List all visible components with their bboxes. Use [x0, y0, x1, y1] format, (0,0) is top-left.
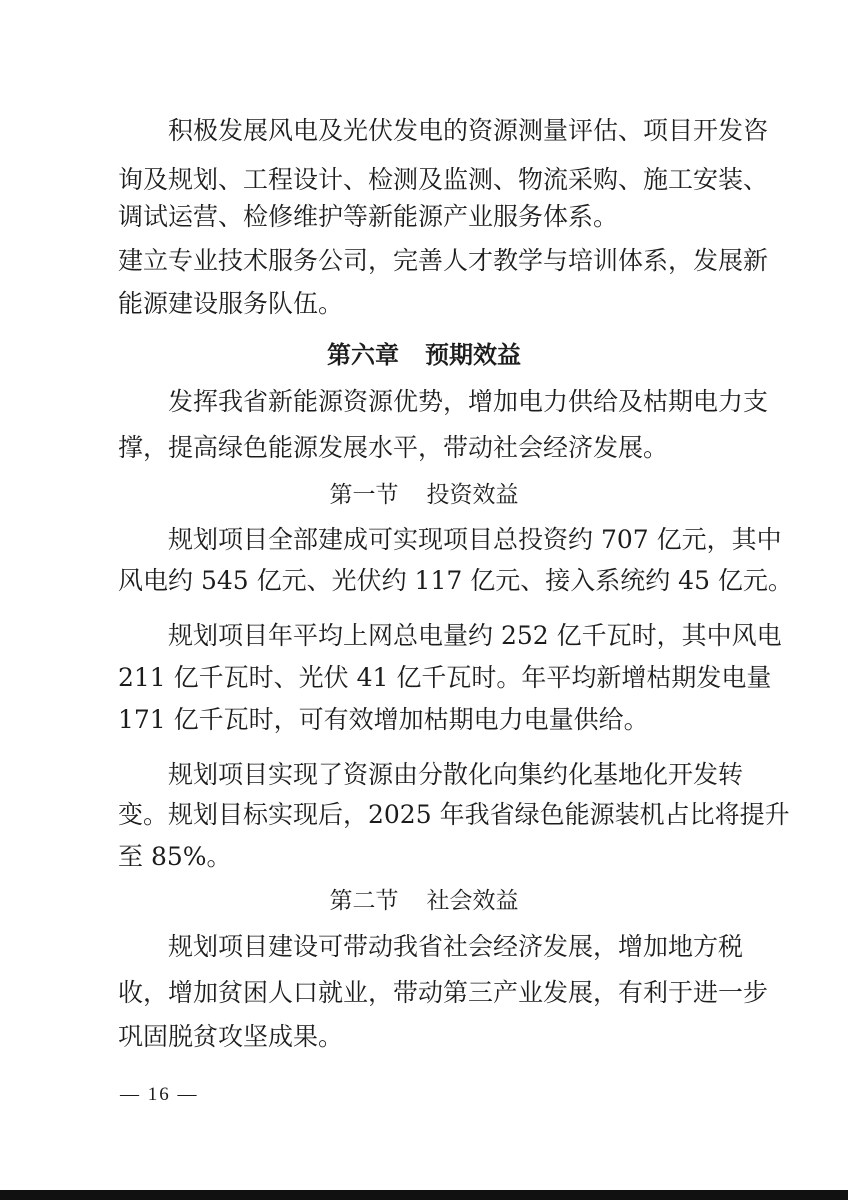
section-heading — [0, 478, 848, 512]
paragraph-line: 积极发展风电及光伏发电的资源测量评估、项目开发咨 — [168, 116, 769, 145]
chapter-number: 第六章 — [327, 341, 399, 369]
paragraph-line: 询及规划、工程设计、检测及监测、物流采购、施工安装、 — [118, 165, 769, 194]
paragraph-line: 巩固脱贫攻坚成果。 — [118, 1022, 344, 1051]
paragraph-line: 收，增加贫困人口就业，带动第三产业发展，有利于进一步 — [118, 978, 769, 1007]
paragraph-line: 规划项目实现了资源由分散化向集约化基地化开发转 — [168, 760, 744, 789]
section-number: 第一节 — [329, 482, 399, 508]
chapter-title: 预期效益 — [425, 341, 521, 369]
paragraph-line: 建立专业技术服务公司，完善人才教学与培训体系，发展新 — [118, 246, 769, 275]
paragraph-line: 能源建设服务队伍。 — [118, 289, 344, 318]
page-number: — 16 — — [120, 1084, 199, 1105]
paragraph-line: 规划项目全部建成可实现项目总投资约 707 亿元，其中 — [168, 525, 782, 554]
section-heading — [0, 884, 848, 918]
paragraph-line: 调试运营、检修维护等新能源产业服务体系。 — [118, 202, 619, 231]
chapter-heading — [0, 338, 848, 372]
paragraph-line: 发挥我省新能源资源优势，增加电力供给及枯期电力支 — [168, 387, 769, 416]
paragraph-line: 规划项目年平均上网总电量约 252 亿千瓦时，其中风电 — [168, 621, 782, 650]
scan-edge-bar — [0, 1190, 848, 1200]
paragraph-line: 171 亿千瓦时，可有效增加枯期电力电量供给。 — [118, 705, 649, 734]
section-title: 社会效益 — [426, 888, 519, 914]
section-number: 第二节 — [329, 888, 399, 914]
paragraph-line: 至 85%。 — [118, 842, 232, 871]
paragraph-line: 风电约 545 亿元、光伏约 117 亿元、接入系统约 45 亿元。 — [118, 566, 793, 595]
section-title: 投资效益 — [426, 482, 519, 508]
paragraph-line: 变。规划目标实现后，2025 年我省绿色能源装机占比将提升 — [118, 800, 790, 829]
paragraph-line: 规划项目建设可带动我省社会经济发展，增加地方税 — [168, 932, 744, 961]
paragraph-line: 撑，提高绿色能源发展水平，带动社会经济发展。 — [118, 433, 669, 462]
paragraph-line: 211 亿千瓦时、光伏 41 亿千瓦时。年平均新增枯期发电量 — [118, 663, 772, 692]
